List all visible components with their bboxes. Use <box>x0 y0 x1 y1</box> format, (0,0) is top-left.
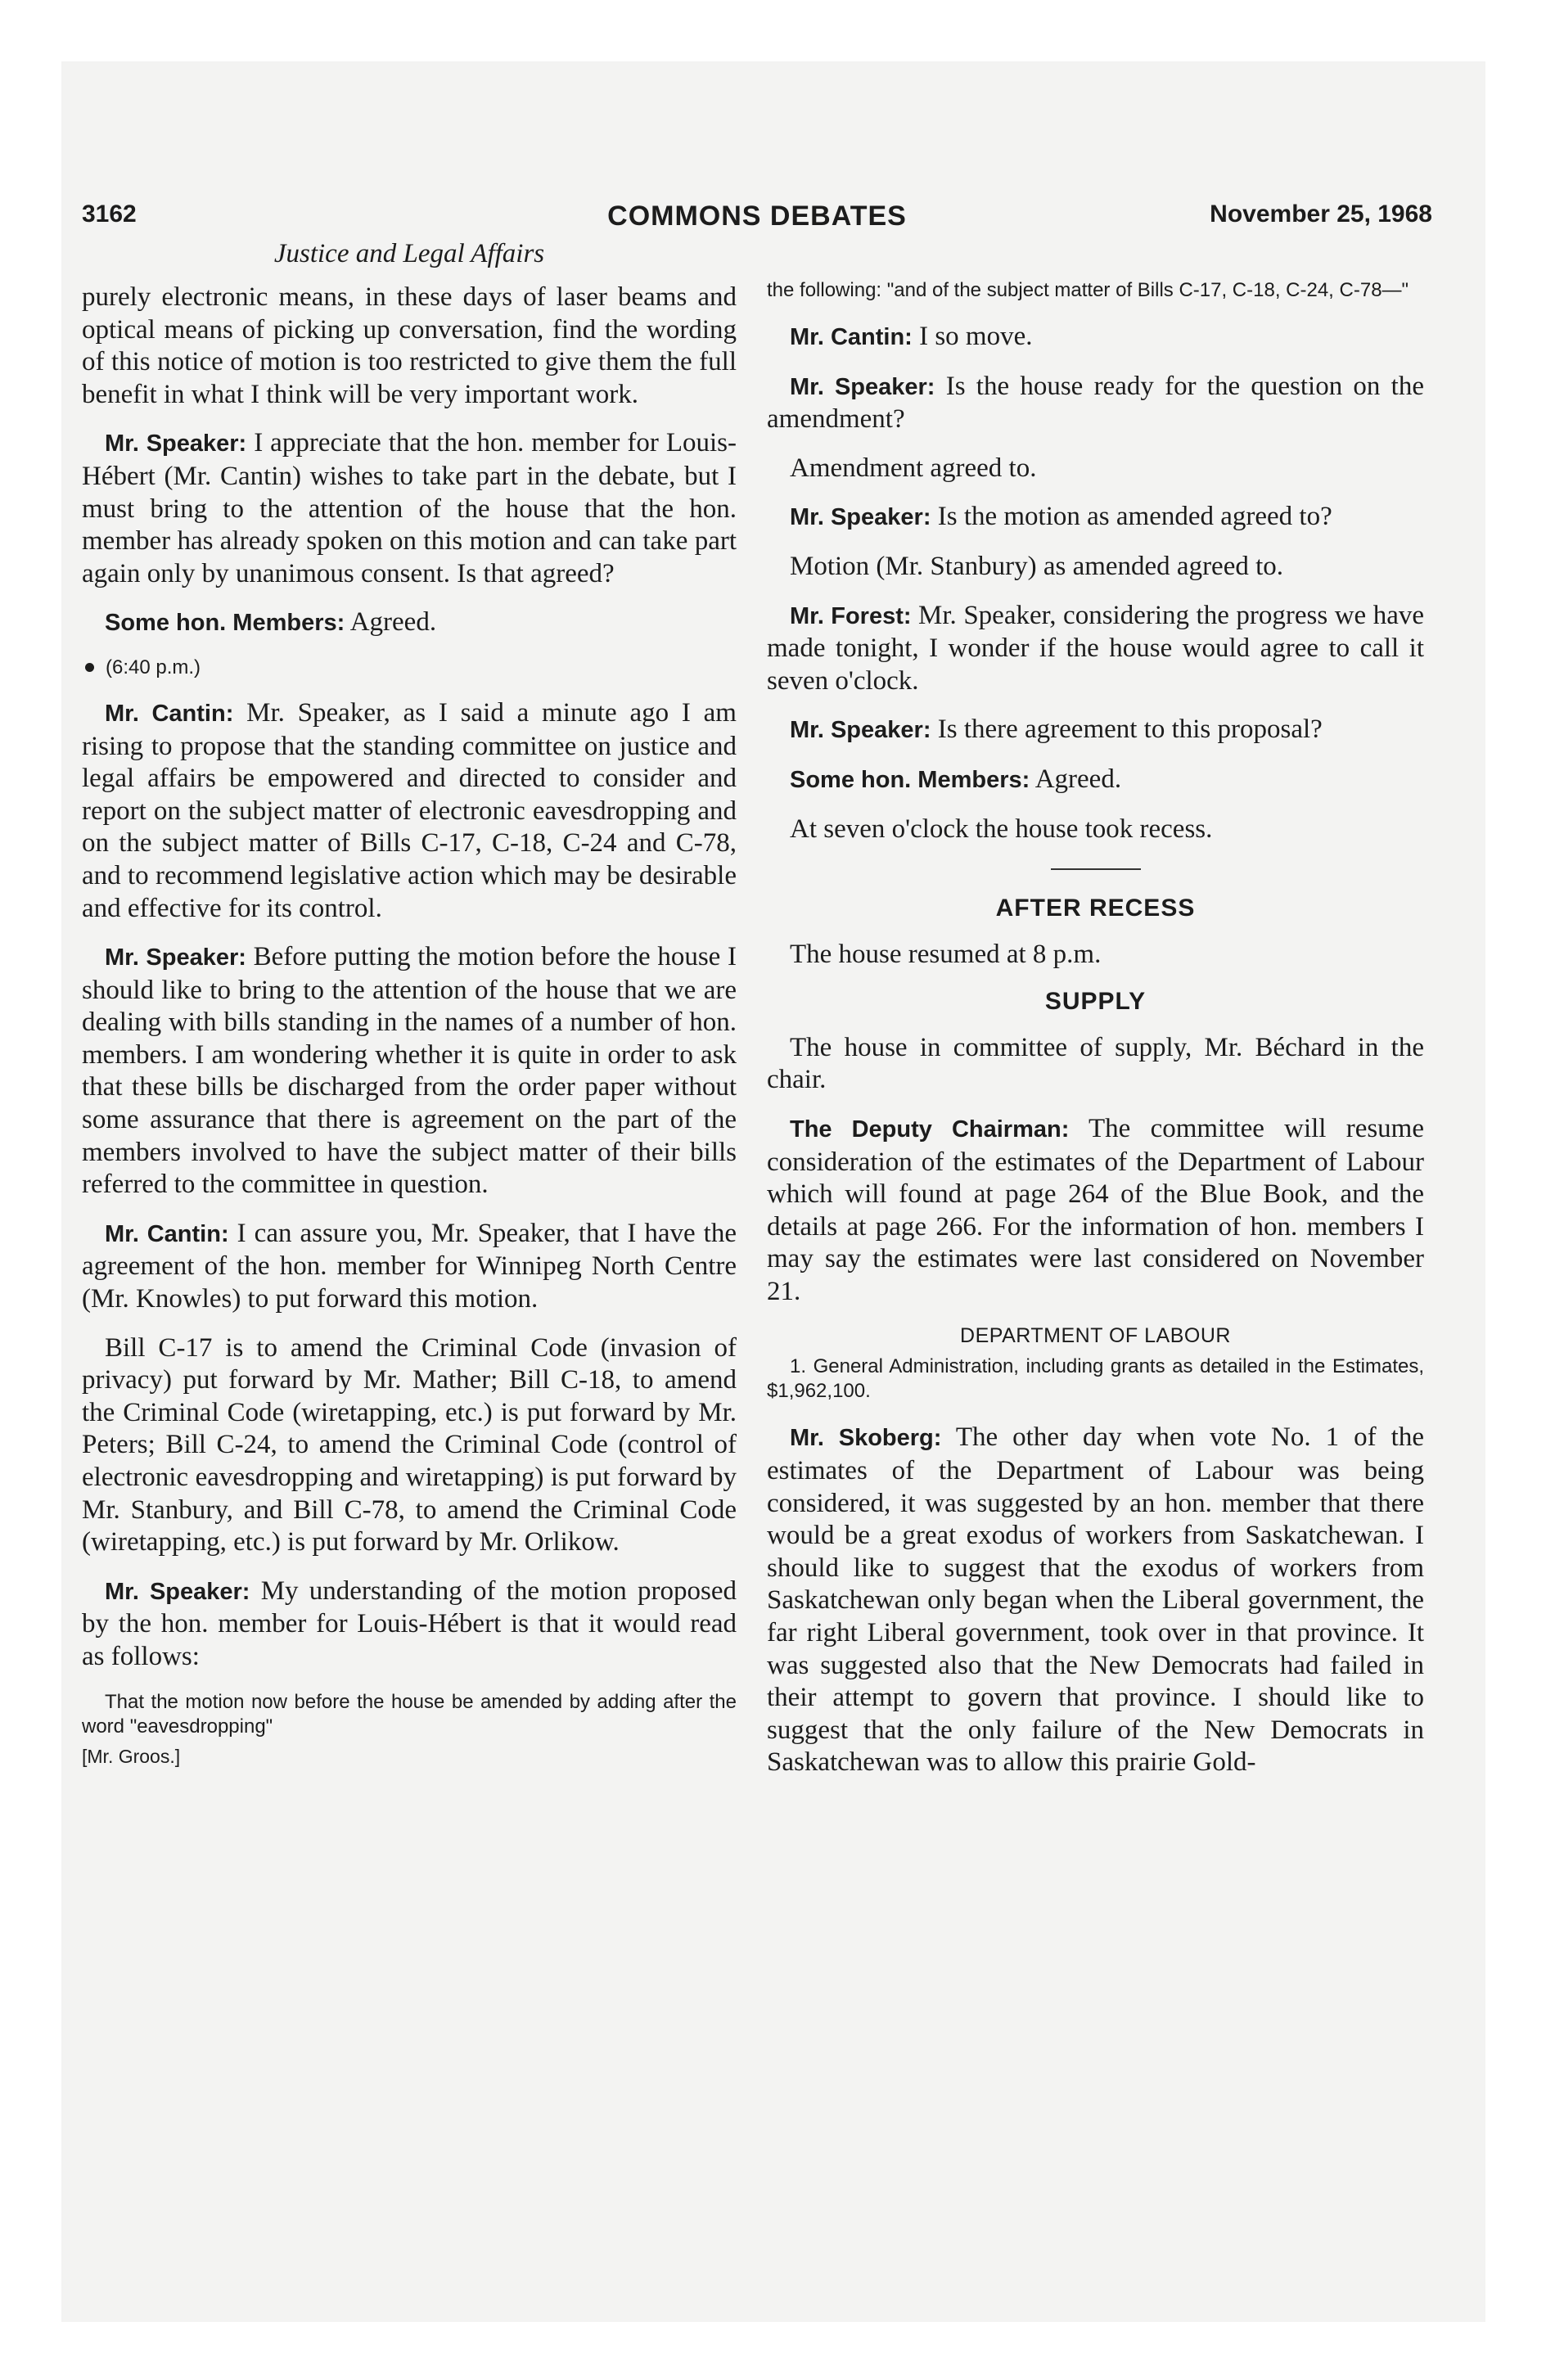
page-header <box>82 201 1432 237</box>
speech-text: I can assure you, Mr. Speaker, that I have the agreement of the hon. member for Winnipeg North Centre (Mr. Knowles) to put forward this motion. <box>82 1218 737 1314</box>
motion-quote-continued: the following: "and of the subject matter of Bills C-17, C-18, C-24, C-78—" <box>767 279 1409 301</box>
section-heading: SUPPLY <box>1044 987 1147 1015</box>
speech <box>82 427 737 590</box>
speech <box>767 714 1424 747</box>
paragraph <box>82 282 737 411</box>
speaker-name: Mr. Forest: <box>790 602 912 629</box>
speaker-name: Mr. Speaker: <box>790 504 931 531</box>
speech <box>767 1113 1424 1309</box>
speech <box>767 1422 1424 1779</box>
paragraph: Amendment agreed to. <box>790 453 1037 483</box>
estimate-item: 1. General Administration, including grants as detailed in the Estimates, $1,962,100. <box>767 1355 1424 1403</box>
speech-text: Agreed. <box>345 607 437 638</box>
speech-text: The committee will resume consideration of the estimates of the Department of Labour which will found at page 264 of the Blue Book, and the details at page 266. For the information of hon. members I may say the estimates were last considered on November 21. <box>767 1113 1424 1306</box>
speech <box>82 606 737 640</box>
speech <box>767 764 1424 797</box>
speaker-name: Mr. Cantin: <box>105 1220 229 1247</box>
speech-text: I appreciate that the hon. member for Louis-Hébert (Mr. Cantin) wishes to take part in the debate, but I must bring to the attention of the house that the hon. member has already spoken on this motion and can take part again only by unanimous consent. Is that agreed? <box>82 428 737 588</box>
paragraph: The house resumed at 8 p.m. <box>790 940 1102 970</box>
speech-text: Is the motion as amended agreed to? <box>931 502 1332 532</box>
time-stamp <box>82 656 737 679</box>
paragraph: The house in committee of supply, Mr. Béchard in the chair. <box>767 1032 1424 1095</box>
speech <box>767 501 1424 534</box>
left-column <box>82 239 737 1768</box>
page-footer-note: [Mr. Groos.] <box>82 1745 181 1767</box>
speech <box>82 1575 737 1674</box>
divider <box>1051 868 1141 870</box>
speech-text: Before putting the motion before the house I should like to bring to the attention of the house that we are dealing with bills standing in the names of a number of hon. members. I am wondering whether it is quite in order to ask that these bills be discharged from the order paper without some assurance that there is agreement on the part of the members involved to have the subject matter of their bills referred to the committee in question. <box>82 942 737 1200</box>
motion-quote: That the motion now before the house be amended by adding after the word "eavesdropping" <box>82 1690 737 1738</box>
speech-text: My understanding of the motion proposed by the hon. member for Louis-Hébert is that it would read as follows: <box>82 1575 737 1671</box>
speech <box>82 697 737 925</box>
paragraph-text: purely electronic means, in these days of laser beams and optical means of picking up conversation, find the wording of this notice of motion is too restricted to give them the full benefit in what I think will be very important work. <box>82 282 737 409</box>
speech-text: Is there agreement to this proposal? <box>931 714 1323 745</box>
speech-text: The other day when vote No. 1 of the estimates of the Department of Labour was being considered, it was suggested by an hon. member that there would be a great exodus of workers from Saskatchewan. I should like to suggest that the exodus of workers from Saskatchewan only began when the Liberal government, the far right Liberal government, took over in that province. It was suggested also that the New Democrats had failed in their attempt to govern that province. I should like to suggest that the only failure of the New Democrats in Saskatchewan was to allow this prairie Gold- <box>767 1422 1424 1778</box>
speech <box>767 371 1424 436</box>
speaker-name: Mr. Speaker: <box>105 944 246 971</box>
speech-text: Mr. Speaker, as I said a minute ago I am rising to propose that the standing committee on justice and legal affairs be empowered and directed to consider and report on the subject matter of electronic eavesdropping and on the subject matter of Bills C-17, C-18, C-24 and C-78, and to recommend legislative action which may be desirable and effective for its control. <box>82 697 737 923</box>
speech <box>767 600 1424 698</box>
speech-text: Mr. Speaker, considering the progress we have made tonight, I wonder if the house would agree to call it seven o'clock. <box>767 600 1424 696</box>
speaker-name: Mr. Skoberg: <box>790 1425 942 1452</box>
running-title: COMMONS DEBATES <box>607 201 907 232</box>
speaker-name: Mr. Speaker: <box>790 717 931 744</box>
speech <box>767 321 1424 354</box>
paragraph: At seven o'clock the house took recess. <box>790 814 1213 844</box>
page-date: November 25, 1968 <box>1210 201 1432 228</box>
page-number: 3162 <box>82 201 137 228</box>
paragraph: Motion (Mr. Stanbury) as amended agreed to. <box>790 551 1284 581</box>
speech-text: Is the house ready for the question on the amendment? <box>767 371 1424 435</box>
paragraph-text: Bill C-17 is to amend the Criminal Code (invasion of privacy) put forward by Mr. Mather; Bill C-18, to amend the Criminal Code (wiretapping, etc.) is put forward by Mr. Peters; Bill C-24, to amend the Criminal Code (control of electronic eavesdropping and wiretapping) is put forward by Mr. Stanbury, and Bill C-78, to amend the Criminal Code (wiretapping, etc.) is put forward by Mr. Orlikow. <box>82 1332 737 1557</box>
section-heading: AFTER RECESS <box>995 895 1196 922</box>
speaker-name: Mr. Speaker: <box>105 1578 250 1605</box>
speech <box>82 941 737 1201</box>
speech-text: Agreed. <box>1030 764 1122 794</box>
speech-text: I so move. <box>912 322 1033 351</box>
speaker-name: Mr. Speaker: <box>790 373 935 400</box>
speech <box>82 1218 737 1316</box>
speaker-name: Some hon. Members: <box>105 610 345 637</box>
right-column <box>767 278 1424 1796</box>
paragraph <box>82 1332 737 1559</box>
department-heading: DEPARTMENT OF LABOUR <box>960 1324 1231 1348</box>
speaker-name: The Deputy Chairman: <box>790 1116 1070 1143</box>
section-subhead: Justice and Legal Affairs <box>273 239 545 268</box>
speaker-name: Mr. Speaker: <box>105 430 247 458</box>
time-text: (6:40 p.m.) <box>106 656 201 678</box>
speaker-name: Mr. Cantin: <box>790 324 913 350</box>
speaker-name: Some hon. Members: <box>790 766 1030 793</box>
speaker-name: Mr. Cantin: <box>105 700 234 727</box>
bullet-icon <box>85 663 94 672</box>
